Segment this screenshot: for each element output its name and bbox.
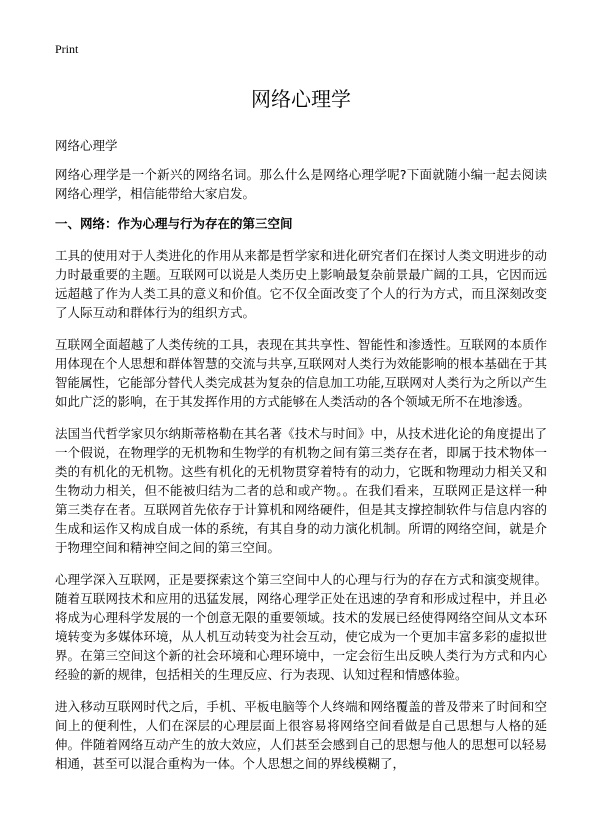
body-paragraph: 心理学深入互联网，正是要探索这个第三空间中人的心理与行为的存在方式和演变规律。随着互联网技术和应用的迅猛发展，网络心理学正处在迅速的孕育和形成过程中，并且必将成为心理科学发展的一个创意无限的重要领域。技术的发展已经使得网络空间从文本环境转变为多媒体环境，从人机互动转变为社会互动，使它成为一个更加丰富多彩的虚拟世界。在第三空间这个新的社会环境和心理环境中，一定会衍生出反映人类行为方式和内心经验的新的规律，包括相关的生理反应、行为表现、认知过程和情感体验。 [55,572,547,682]
article-subtitle: 网络心理学 [55,138,118,153]
section-heading: 一、网络：作为心理与行为存在的第三空间 [55,216,293,231]
body-paragraph: 互联网全面超越了人类传统的工具，表现在其共享性、智能性和渗透性。互联网的本质作用体现在个人思想和群体智慧的交流与共享,互联网对人类行为效能影响的根本基础在于其智能属性，它能部分替代人类完成甚为复杂的信息加工功能,互联网对人类行为之所以产生如此广泛的影响，在于其发挥作用的方式能够在人类活动的各个领域无所不在地渗透。 [55,337,547,409]
page-title: 网络心理学 [251,87,351,111]
body-paragraph: 进入移动互联网时代之后，手机、平板电脑等个人终端和网络覆盖的普及带来了时间和空间上的便利性，人们在深层的心理层面上很容易将网络空间看做是自己思想与人格的延伸。伴随着网络互动产生的放大效应，人们甚至会感到自己的思想与他人的思想可以轻易相通，甚至可以混合重构为一体。个人思想之间的界线模糊了， [55,699,547,771]
body-paragraph: 工具的使用对于人类进化的作用从来都是哲学家和进化研究者们在探讨人类文明进步的动力时最重要的主题。互联网可以说是人类历史上影响最复杂前景最广阔的工具，它因而远远超越了作为人类工具的意义和价值。它不仅全面改变了个人的行为方式，而且深刻改变了人际互动和群体行为的组织方式。 [55,248,547,320]
print-link[interactable]: Print [55,42,79,56]
intro-paragraph: 网络心理学是一个新兴的网络名词。那么什么是网络心理学呢?下面就随小编一起去阅读网络心理学，相信能带给大家启发。 [55,167,547,201]
body-paragraph: 法国当代哲学家贝尔纳斯蒂格勒在其名著《技术与时间》中，从技术进化论的角度提出了一个假说，在物理学的无机物和生物学的有机物之间有第三类存在者，即属于技术物体一类的有机化的无机物。这些有机化的无机物贯穿着特有的动力，它既和物理动力相关又和生物动力相关，但不能被归结为二者的总和或产物。。在我们看来，互联网正是这样一种第三类存在者。互联网首先依存于计算机和网络硬件，但是其支撑控制软件与信息内容的生成和运作又构成自成一体的系统，有其自身的动力演化机制。所谓的网络空间，就是介于物理空间和精神空间之间的第三空间。 [55,426,547,555]
